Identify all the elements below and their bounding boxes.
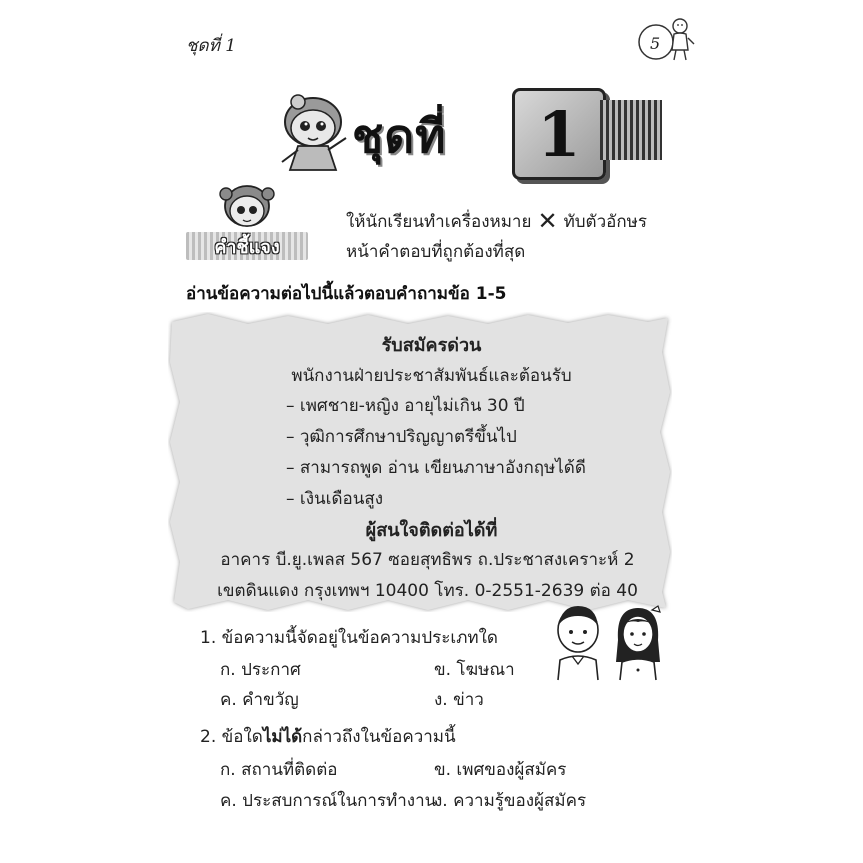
question-1-choice-b[interactable]: ข. โฆษณา xyxy=(434,660,515,680)
question-1-choice-c[interactable]: ค. คำขวัญ xyxy=(220,690,299,710)
notice-address-line-2: เขตดินแดง กรุงเทพฯ 10400 โทร. 0-2551-2639 ต่อ 40 xyxy=(217,581,638,601)
question-2-choice-b[interactable]: ข. เพศของผู้สมัคร xyxy=(434,760,567,780)
question-2-choice-a[interactable]: ก. สถานที่ติดต่อ xyxy=(220,760,338,780)
page-number: 5 xyxy=(650,34,661,53)
running-head: ชุดที่ 1 xyxy=(186,36,237,56)
page-number-badge xyxy=(636,14,696,70)
instructions-label: คำชี้แจง xyxy=(186,232,308,260)
question-2-choice-c[interactable]: ค. ประสบการณ์ในการทำงาน xyxy=(220,791,437,811)
notice-item: – วุฒิการศึกษาปริญญาตรีขึ้นไป xyxy=(286,427,517,447)
question-1-stem xyxy=(200,624,498,651)
question-1-choice-a[interactable]: ก. ประกาศ xyxy=(220,660,301,680)
girl-mascot-icon xyxy=(268,88,358,180)
lead-in-heading: อ่านข้อความต่อไปนี้แล้วตอบคำถามข้อ 1-5 xyxy=(186,284,507,304)
notice-item: – เพศชาย-หญิง อายุไม่เกิน 30 ปี xyxy=(286,396,525,416)
notice-title: รับสมัครด่วน xyxy=(381,335,482,356)
question-text: ข้อความนี้จัดอยู่ในข้อความประเภทใด xyxy=(221,628,498,648)
notice-item: – เงินเดือนสูง xyxy=(286,489,383,509)
question-1-choice-d[interactable]: ง. ข่าว xyxy=(434,690,484,710)
question-2-choice-d[interactable]: ง. ความรู้ของผู้สมัคร xyxy=(434,791,587,811)
instructions-line-1-after: ทับตัวอักษร xyxy=(563,212,647,232)
question-number: 1. xyxy=(200,628,217,648)
banner-stripes xyxy=(600,100,662,160)
notice-contact-heading: ผู้สนใจติดต่อได้ที่ xyxy=(365,520,498,541)
boy-girl-icon xyxy=(548,600,668,682)
question-2-stem xyxy=(200,723,456,750)
notice-item: – สามารถพูด อ่าน เขียนภาษาอังกฤษได้ดี xyxy=(286,458,586,478)
notice-subtitle: พนักงานฝ่ายประชาสัมพันธ์และต้อนรับ xyxy=(291,366,572,386)
question-text-after: กล่าวถึงในข้อความนี้ xyxy=(302,727,456,747)
instructions-line-1 xyxy=(346,207,647,235)
banner-number: 1 xyxy=(512,88,606,180)
x-mark-icon: ✕ xyxy=(537,207,558,235)
banner-title: ชุดที่ xyxy=(352,109,447,163)
question-number: 2. xyxy=(200,727,217,747)
instructions-line-1-before: ให้นักเรียนทำเครื่องหมาย xyxy=(346,212,532,232)
page-mascot-icon xyxy=(636,14,696,70)
notice-address-line-1: อาคาร บี.ยู.เพลส 567 ซอยสุทธิพร ถ.ประชาสงเคราะห์ 2 xyxy=(220,550,635,570)
question-text-emphasis: ไม่ได้ xyxy=(262,727,303,747)
instructions-line-2: หน้าคำตอบที่ถูกต้องที่สุด xyxy=(346,242,526,262)
question-text-before: ข้อใด xyxy=(221,727,263,747)
